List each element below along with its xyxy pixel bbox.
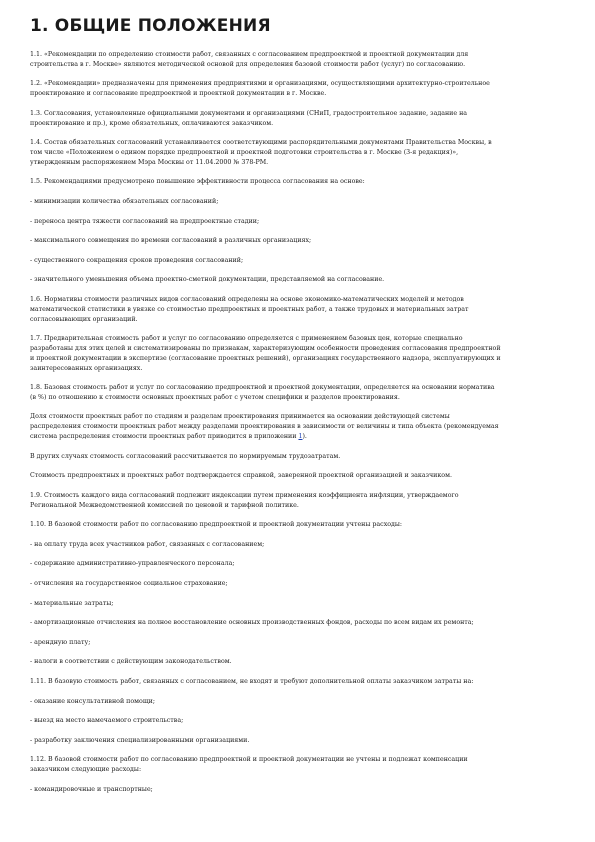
paragraph-line: - разработку заключения специализированными организациями. <box>30 736 250 744</box>
paragraph-gap <box>30 667 545 677</box>
paragraph-line: - на оплату труда всех участников работ, связанных с согласованием; <box>30 540 265 548</box>
paragraph <box>30 697 545 707</box>
paragraph <box>30 677 545 687</box>
paragraph <box>30 275 545 285</box>
paragraph <box>30 638 545 648</box>
paragraph-line: Стоимость предпроектных и проектных работ подтверждается справкой, заверенной проектной организацией и заказчиком. <box>30 472 452 480</box>
paragraph-line: заказчиком следующие расходы: <box>30 766 142 774</box>
paragraph <box>30 452 545 462</box>
paragraph <box>30 50 545 70</box>
paragraph-line: - командировочные и транспортные; <box>30 785 153 793</box>
paragraph-line: - арендную плату; <box>30 638 91 646</box>
page-title: 1. ОБЩИЕ ПОЛОЖЕНИЯ <box>30 16 271 36</box>
paragraph-gap <box>30 187 545 197</box>
paragraph-line: - существенного сокращения сроков проведения согласований; <box>30 256 244 264</box>
paragraph-line: - материальные затраты; <box>30 599 114 607</box>
paragraph-line: - максимального совмещения по времени согласований в различных организациях; <box>30 237 312 245</box>
paragraph-line: 1.2. «Рекомендации» предназначены для применения предприятиями и организациями, осуществляющими архитектурно-строительное <box>30 80 490 88</box>
paragraph <box>30 109 545 129</box>
paragraph-line: разработаны для этих целей и систематизированы по признакам, характеризующим особенности проведения согласования предпроектной <box>30 344 501 352</box>
paragraph <box>30 334 545 373</box>
paragraph-gap <box>30 706 545 716</box>
paragraph-line: 1.9. Стоимость каждого вида согласований подлежит индексации путем применения коэффициента инфляции, утверждаемого <box>30 491 459 499</box>
paragraph-gap <box>30 324 545 334</box>
paragraph-line: - оказание консультативной помощи; <box>30 697 156 705</box>
paragraph-gap <box>30 442 545 452</box>
paragraph-line: и проектной документации в экспертизе (согласование проектных решений), организациях государственного надзора, эксплуатирующих и <box>30 354 501 362</box>
paragraph <box>30 540 545 550</box>
paragraph <box>30 197 545 207</box>
paragraph-gap <box>30 510 545 520</box>
paragraph <box>30 618 545 628</box>
paragraph-line: согласовывающих организаций. <box>30 315 138 323</box>
paragraph-gap <box>30 168 545 178</box>
paragraph-gap <box>30 481 545 491</box>
paragraph-line: том числе «Положением о едином порядке предпроектной и проектной подготовки строительства в г. Москве (3-я редакция)», <box>30 148 459 156</box>
paragraph <box>30 79 545 99</box>
paragraph-line: 1.10. В базовой стоимости работ по согласованию предпроектной и проектной документации учтены расходы: <box>30 521 403 529</box>
paragraph-gap <box>30 530 545 540</box>
paragraph-line: - амортизационные отчисления на полное восстановление основных производственных фондов, расходы по всем видам их ремонта; <box>30 619 474 627</box>
paragraph-line: Доля стоимости проектных работ по стадиям и разделам проектирования принимается на основании действующей системы <box>30 413 450 421</box>
paragraph <box>30 491 545 511</box>
paragraph <box>30 559 545 569</box>
paragraph <box>30 755 545 775</box>
paragraph <box>30 657 545 667</box>
paragraph-line <box>30 432 545 442</box>
paragraph-gap <box>30 285 545 295</box>
paragraph-line: 1.4. Состав обязательных согласований устанавливается соответствующими распорядительными документами Правительства Москвы, в <box>30 139 492 147</box>
paragraph-line: проектирование и согласование предпроектной и проектной документации в г. Москве. <box>30 90 327 98</box>
paragraph-gap <box>30 70 545 80</box>
paragraph-line: - значительного уменьшения объема проектно-сметной документации, представляемой на согласование. <box>30 276 385 284</box>
paragraph-gap <box>30 461 545 471</box>
paragraph-gap <box>30 226 545 236</box>
paragraph-gap <box>30 246 545 256</box>
paragraph-line: 1.11. В базовую стоимость работ, связанных с согласованием, не входят и требуют дополнительной оплаты заказчиком затраты на: <box>30 678 474 685</box>
link-tail: ). <box>302 433 307 441</box>
paragraph-gap <box>30 608 545 618</box>
paragraph <box>30 520 545 530</box>
paragraph <box>30 785 545 795</box>
paragraph <box>30 217 545 227</box>
paragraph <box>30 471 545 481</box>
paragraph-line: математической статистики в увязке со стоимостью предпроектных и проектных работ, а также трудовых и материальных затрат <box>30 305 469 313</box>
paragraph-line: - выезд на место намечаемого строительства; <box>30 717 184 725</box>
paragraph <box>30 599 545 609</box>
paragraph-line: 1.1. «Рекомендации по определению стоимости работ, связанных с согласованием предпроектной и проектной документации для <box>30 51 469 58</box>
paragraph-gap <box>30 746 545 756</box>
paragraph-gap <box>30 775 545 785</box>
paragraph-line: (в %) по отношению к стоимости основных проектных работ с учетом специфики и разделов проектирования. <box>30 393 400 401</box>
paragraph-line: Региональной Межведомственной комиссией по ценовой и тарифной политике. <box>30 501 299 509</box>
paragraph <box>30 256 545 266</box>
paragraph-line: 1.5. Рекомендациями предусмотрено повышение эффективности процесса согласования на основе: <box>30 178 365 186</box>
paragraph-line: заинтересованных организациях. <box>30 364 143 372</box>
paragraph <box>30 177 545 187</box>
paragraph-line-text: система распределения стоимости проектных работ приводится в приложении <box>30 433 299 441</box>
paragraph <box>30 716 545 726</box>
paragraph-line: - переноса центра тяжести согласований на предпроектные стадии; <box>30 217 260 225</box>
paragraph-gap <box>30 266 545 276</box>
paragraph-line: - минимизации количества обязательных согласований; <box>30 197 219 205</box>
paragraph-line: 1.8. Базовая стоимость работ и услуг по согласованию предпроектной и проектной документации, определяется на основании норматива <box>30 384 495 392</box>
paragraph <box>30 295 545 324</box>
paragraph <box>30 412 545 441</box>
paragraph-line: 1.12. В базовой стоимости работ по согласованию предпроектной и проектной документации не учтены и подлежат компенсации <box>30 756 468 764</box>
paragraph-gap <box>30 589 545 599</box>
paragraph-line: проектирование и пр.), кроме обязательных, оплачиваются заказчиком. <box>30 119 274 127</box>
paragraph <box>30 383 545 403</box>
paragraph-gap <box>30 403 545 413</box>
paragraph-gap <box>30 726 545 736</box>
paragraph-gap <box>30 128 545 138</box>
paragraph-gap <box>30 550 545 560</box>
paragraph <box>30 138 545 167</box>
paragraph-line: - налоги в соответствии с действующим законодательством. <box>30 658 232 666</box>
paragraph <box>30 579 545 589</box>
paragraph-gap <box>30 99 545 109</box>
appendix-link[interactable]: 1 <box>298 433 303 441</box>
paragraph-line: - отчисления на государственное социальное страхование; <box>30 580 228 588</box>
paragraph-line: 1.7. Предварительная стоимость работ и услуг по согласованию определяется с применением базовых цен, которые специально <box>30 335 463 343</box>
paragraph <box>30 736 545 746</box>
paragraph-gap <box>30 569 545 579</box>
paragraph-gap <box>30 373 545 383</box>
paragraph-line: распределения стоимости проектных работ между разделами проектирования в зависимости от величины и типа объекта (рекомендуемая <box>30 423 499 431</box>
paragraph-gap <box>30 628 545 638</box>
paragraph-gap <box>30 687 545 697</box>
paragraph-line: 1.3. Согласования, установленные официальными документами и организациями (СНиП, градостроительное задание, задание на <box>30 109 468 117</box>
paragraph <box>30 236 545 246</box>
paragraph-line: - содержание административно-управленческого персонала; <box>30 560 235 568</box>
paragraph-line: 1.6. Нормативы стоимости различных видов согласований определены на основе экономико-математических моделей и методов <box>30 295 464 303</box>
paragraph-line: строительства в г. Москве» являются методической основой для определения базовой стоимости работ (услуг) по согласованию. <box>30 60 466 68</box>
paragraph-line: В других случаях стоимость согласований рассчитывается по нормируемым трудозатратам. <box>30 452 341 460</box>
paragraph-line: утвержденным распоряжением Мэра Москвы от 11.04.2000 № 378-РМ. <box>30 158 269 166</box>
paragraph-gap <box>30 648 545 658</box>
paragraph-gap <box>30 207 545 217</box>
document-body <box>30 50 545 795</box>
